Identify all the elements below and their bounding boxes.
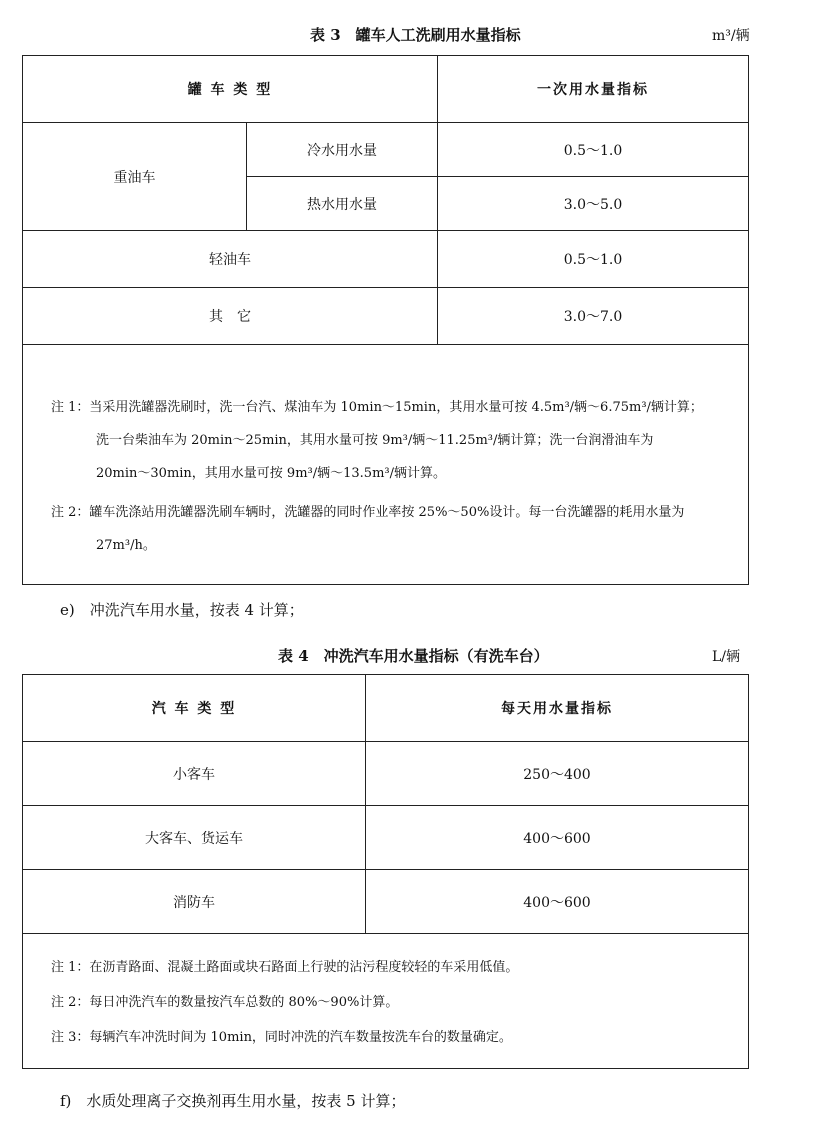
table4-row-value: 400～600 bbox=[366, 806, 749, 870]
table3-unit: m³/辆 bbox=[712, 28, 750, 44]
table3-caption: 表 3 罐车人工洗刷用水量指标 bbox=[310, 26, 521, 44]
table3-note2-line1: 注 2：罐车洗涤站用洗罐器洗刷车辆时，洗罐器的同时作业率按 25%～50%设计。每一台洗罐器的耗用水量为 bbox=[51, 505, 685, 520]
table3-row-value: 3.0～5.0 bbox=[438, 177, 749, 231]
table3 bbox=[22, 55, 749, 585]
table4-row-label: 消防车 bbox=[23, 870, 366, 934]
table3-row-sub: 热水用水量 bbox=[247, 177, 438, 231]
table3-light-value: 0.5～1.0 bbox=[438, 231, 749, 288]
table3-note1-line3: 20min～30min，其用水量可按 9m³/辆～13.5m³/辆计算。 bbox=[96, 466, 446, 481]
table4-row-label: 小客车 bbox=[23, 742, 366, 806]
table4-header-type: 汽 车 类 型 bbox=[23, 675, 366, 742]
table4-note-1: 注 1：在沥青路面、混凝土路面或块石路面上行驶的沾污程度较轻的车采用低值。 bbox=[51, 960, 519, 975]
table3-row-value: 0.5～1.0 bbox=[438, 123, 749, 177]
paragraph-e: e) 冲洗汽车用水量，按表 4 计算； bbox=[60, 601, 304, 619]
table3-light-label: 轻油车 bbox=[23, 231, 438, 288]
table4-notes bbox=[23, 934, 749, 1069]
table3-header-value: 一次用水量指标 bbox=[438, 56, 749, 123]
table3-note1-line1: 注 1：当采用洗罐器洗刷时，洗一台汽、煤油车为 10min～15min，其用水量可按 4.5m³/辆～6.75m³/辆计算； bbox=[51, 400, 703, 415]
table3-note1-line2: 洗一台柴油车为 20min～25min，其用水量可按 9m³/辆～11.25m³/辆计算；洗一台润滑油车为 bbox=[96, 433, 654, 448]
table4-unit: L/辆 bbox=[712, 649, 741, 665]
table4-row-value: 400～600 bbox=[366, 870, 749, 934]
table4 bbox=[22, 674, 749, 1069]
table4-note-3: 注 3：每辆汽车冲洗时间为 10min，同时冲洗的汽车数量按洗车台的数量确定。 bbox=[51, 1030, 512, 1045]
table4-header-value: 每天用水量指标 bbox=[366, 675, 749, 742]
table3-note2-line2: 27m³/h。 bbox=[96, 538, 156, 553]
table3-header-type: 罐 车 类 型 bbox=[23, 56, 438, 123]
table4-row-label: 大客车、货运车 bbox=[23, 806, 366, 870]
paragraph-f: f) 水质处理离子交换剂再生用水量，按表 5 计算； bbox=[60, 1092, 406, 1110]
table3-row-sub: 冷水用水量 bbox=[247, 123, 438, 177]
table3-notes bbox=[23, 345, 749, 585]
table3-group-heavy: 重油车 bbox=[23, 123, 247, 231]
table4-row-value: 250～400 bbox=[366, 742, 749, 806]
table4-note-2: 注 2：每日冲洗汽车的数量按汽车总数的 80%～90%计算。 bbox=[51, 995, 399, 1010]
table3-other-value: 3.0～7.0 bbox=[438, 288, 749, 345]
table3-other-label: 其 它 bbox=[23, 288, 438, 345]
table4-caption: 表 4 冲洗汽车用水量指标（有洗车台） bbox=[278, 647, 549, 665]
